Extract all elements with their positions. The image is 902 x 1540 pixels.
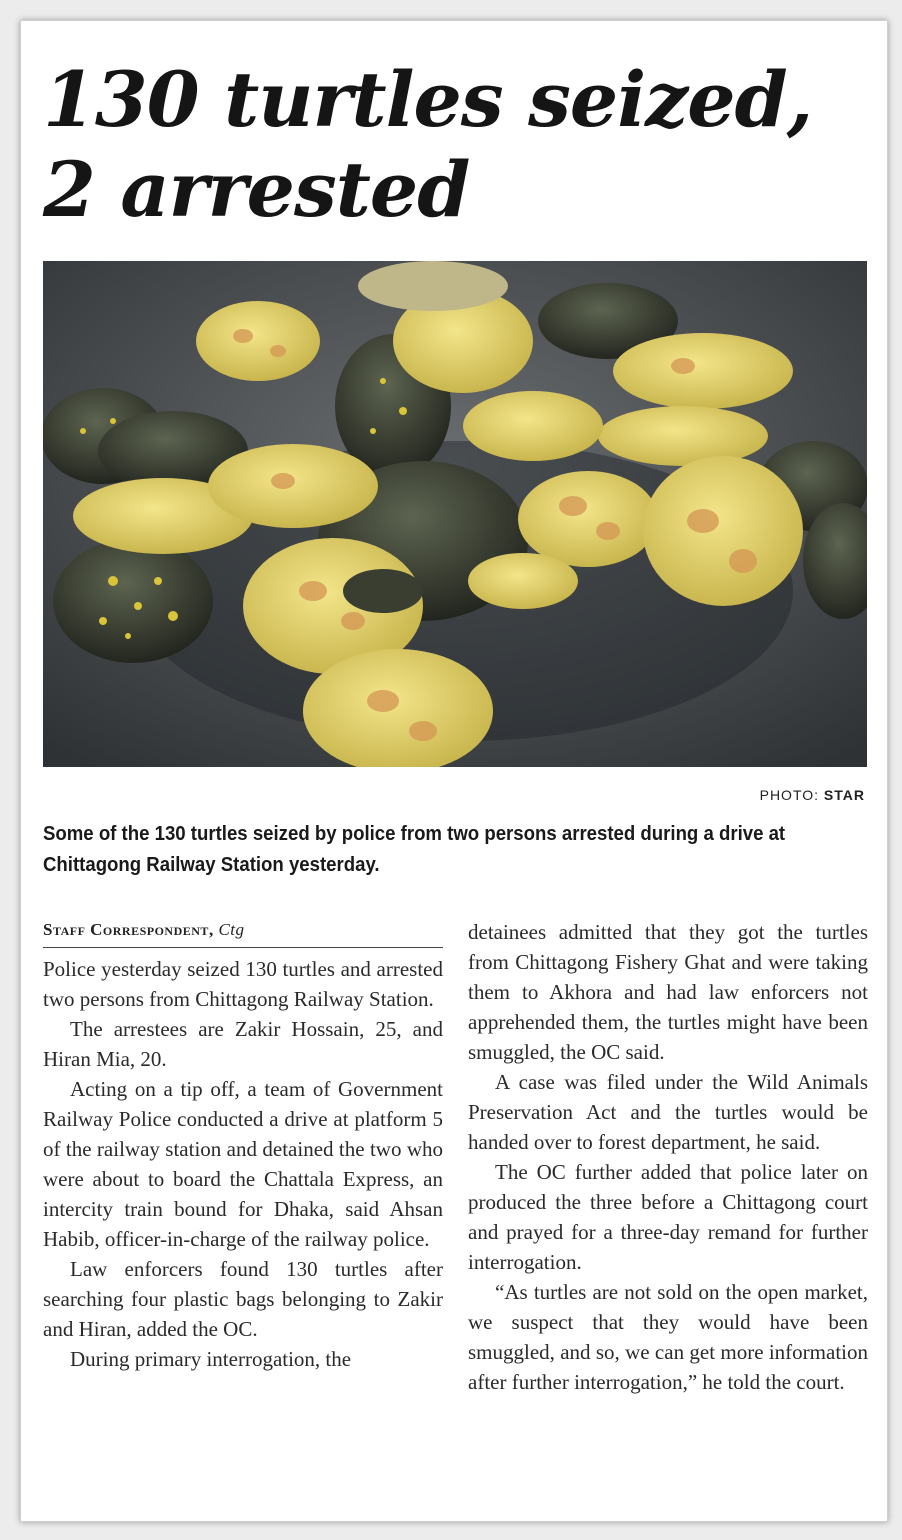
article-paragraph: The arrestees are Zakir Hossain, 25, and Hiran Mia, 20. — [43, 1017, 443, 1071]
article-paragraph: Law enforcers found 130 turtles after searching four plastic bags belonging to Zakir and Hiran, added the OC. — [43, 1257, 443, 1341]
article-column-right — [468, 917, 868, 1397]
article-paragraph: detainees admitted that they got the turtles from Chittagong Fishery Ghat and were taking them to Akhora and had law enforcers not apprehended them, the turtles might have been smuggled, the OC said. — [468, 920, 868, 1064]
byline: Staff Correspondent, Ctg — [43, 917, 443, 948]
article-paragraph: Police yesterday seized 130 turtles and arrested two persons from Chittagong Railway Station. — [43, 957, 443, 1011]
turtles-photo — [43, 261, 867, 767]
newspaper-clipping — [20, 20, 888, 1522]
article-paragraph: The OC further added that police later on produced the three before a Chittagong court and prayed for a three-day remand for further interrogation. — [468, 1160, 868, 1274]
article-paragraph: “As turtles are not sold on the open market, we suspect that they would have been smuggled, and so, we can get more information after further interrogation,” he told the court. — [468, 1280, 868, 1394]
article-paragraph: During primary interrogation, the — [70, 1347, 352, 1371]
article-paragraph: Acting on a tip off, a team of Government Railway Police conducted a drive at platform 5 of the railway station and detained the two who were about to board the Chattala Express, an intercity train bound for Dhaka, said Ahsan Habib, officer-in-charge of the railway police. — [43, 1077, 443, 1251]
photo-caption: Some of the 130 turtles seized by police from two persons arrested during a drive at Chittagong Railway Station yesterday. — [43, 823, 786, 876]
headline: 130 turtles seized, 2 arrested — [43, 55, 813, 234]
photo-credit — [760, 787, 865, 803]
photo-credit-name: STAR — [823, 787, 865, 803]
article-column-left — [43, 917, 443, 1374]
byline-name: Staff Correspondent — [43, 920, 209, 939]
turtles-photo-illustration — [43, 261, 867, 767]
article-paragraph: A case was filed under the Wild Animals Preservation Act and the turtles would be handed over to forest department, he said. — [468, 1070, 868, 1154]
photo-credit-prefix: PHOTO: — [759, 787, 824, 803]
byline-location: Ctg — [218, 920, 245, 939]
